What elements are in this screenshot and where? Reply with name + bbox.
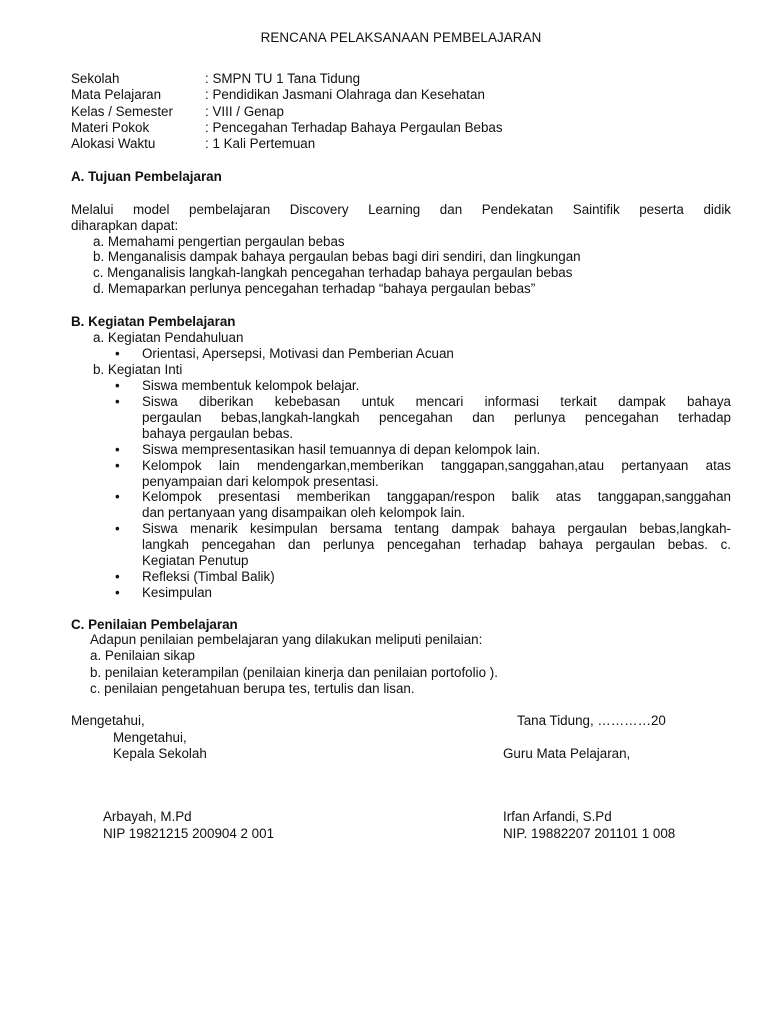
bullet-icon: • <box>115 346 120 361</box>
bullet-icon: • <box>115 378 120 393</box>
signature-left-name: Arbayah, M.Pd <box>103 809 192 824</box>
section-c-item: a. Penilaian sikap <box>90 648 195 663</box>
section-a-intro-line2: diharapkan dapat: <box>71 218 179 233</box>
section-b-inti-bullet: Siswa membentuk kelompok belajar. <box>142 378 360 393</box>
identity-value-kelas: : VIII / Genap <box>205 104 284 119</box>
section-b-penutup-bullet: Refleksi (Timbal Balik) <box>142 569 275 584</box>
section-a-item: c. Menganalisis langkah-langkah pencegahan terhadap bahaya pergaulan bebas <box>93 265 573 280</box>
section-c-item: c. penilaian pengetahuan berupa tes, tertulis dan lisan. <box>90 681 415 696</box>
section-b-penutup-bullet: Kesimpulan <box>142 585 212 600</box>
section-b-inti-bullet-cont: langkah pencegahan dan perlunya pencegahan terhadap bahaya pergaulan bebas. c. <box>142 537 731 552</box>
section-a-heading: A. Tujuan Pembelajaran <box>71 169 222 184</box>
identity-value-mapel: : Pendidikan Jasmani Olahraga dan Kesehatan <box>205 87 485 102</box>
signature-left-role: Kepala Sekolah <box>113 746 207 761</box>
section-c-intro: Adapun penilaian pembelajaran yang dilakukan meliputi penilaian: <box>90 632 483 647</box>
bullet-icon: • <box>115 489 120 504</box>
identity-label-alokasi: Alokasi Waktu <box>71 136 156 151</box>
section-b-inti-bullet-cont: bahaya pergaulan bebas. <box>142 426 294 441</box>
section-b-inti-bullet: Siswa diberikan kebebasan untuk mencari informasi terkait dampak bahaya <box>142 394 731 409</box>
bullet-icon: • <box>115 521 120 536</box>
signature-left-known2: Mengetahui, <box>113 730 187 745</box>
signature-right-nip: NIP. 19882207 201101 1 008 <box>503 826 676 841</box>
bullet-icon: • <box>115 442 120 457</box>
identity-label-sekolah: Sekolah <box>71 71 120 86</box>
page-title: RENCANA PELAKSANAAN PEMBELAJARAN <box>260 30 542 45</box>
section-b-inti: b. Kegiatan Inti <box>93 362 183 377</box>
signature-left-nip: NIP 19821215 200904 2 001 <box>103 826 275 841</box>
signature-right-name: Irfan Arfandi, S.Pd <box>503 809 612 824</box>
section-a-intro-line1: Melalui model pembelajaran Discovery Learning dan Pendekatan Saintifik peserta didik <box>71 202 731 217</box>
section-a-item: b. Menganalisis dampak bahaya pergaulan bebas bagi diri sendiri, dan lingkungan <box>93 249 581 264</box>
identity-label-materi: Materi Pokok <box>71 120 150 135</box>
identity-value-sekolah: : SMPN TU 1 Tana Tidung <box>205 71 361 86</box>
signature-place-date: Tana Tidung, …………20 <box>517 713 666 728</box>
section-b-inti-bullet-cont: pergaulan bebas,langkah-langkah pencegahan dan perlunya pencegahan terhadap <box>142 410 731 425</box>
section-b-inti-bullet-cont: penyampaian dari kelompok presentasi. <box>142 474 379 489</box>
identity-label-mapel: Mata Pelajaran <box>71 87 162 102</box>
signature-right-role: Guru Mata Pelajaran, <box>503 746 631 761</box>
identity-value-materi: : Pencegahan Terhadap Bahaya Pergaulan Bebas <box>205 120 503 135</box>
section-b-pendahuluan-bullet: Orientasi, Apersepsi, Motivasi dan Pemberian Acuan <box>142 346 454 361</box>
section-b-inti-bullet: Siswa mempresentasikan hasil temuannya di depan kelompok lain. <box>142 442 541 457</box>
identity-value-alokasi: : 1 Kali Pertemuan <box>205 136 316 151</box>
bullet-icon: • <box>115 458 120 473</box>
section-c-heading: C. Penilaian Pembelajaran <box>71 617 238 632</box>
bullet-icon: • <box>115 569 120 584</box>
section-b-penutup: Kegiatan Penutup <box>142 553 249 568</box>
section-b-pendahuluan: a. Kegiatan Pendahuluan <box>93 330 244 345</box>
section-b-inti-bullet-cont: dan pertanyaan yang disampaikan oleh kelompok lain. <box>142 505 466 520</box>
section-b-inti-bullet: Siswa menarik kesimpulan bersama tentang dampak bahaya pergaulan bebas,langkah- <box>142 521 731 536</box>
bullet-icon: • <box>115 585 120 600</box>
section-a-item: a. Memahami pengertian pergaulan bebas <box>93 234 345 249</box>
section-b-heading: B. Kegiatan Pembelajaran <box>71 314 236 329</box>
section-a-item: d. Memaparkan perlunya pencegahan terhadap “bahaya pergaulan bebas” <box>93 281 536 296</box>
signature-left-known: Mengetahui, <box>71 713 145 728</box>
section-b-inti-bullet: Kelompok lain mendengarkan,memberikan tanggapan,sanggahan,atau pertanyaan atas <box>142 458 731 473</box>
section-c-item: b. penilaian keterampilan (penilaian kinerja dan penilaian portofolio ). <box>90 665 498 680</box>
bullet-icon: • <box>115 394 120 409</box>
identity-label-kelas: Kelas / Semester <box>71 104 173 119</box>
section-b-inti-bullet: Kelompok presentasi memberikan tanggapan/respon balik atas tanggapan,sanggahan <box>142 489 731 504</box>
